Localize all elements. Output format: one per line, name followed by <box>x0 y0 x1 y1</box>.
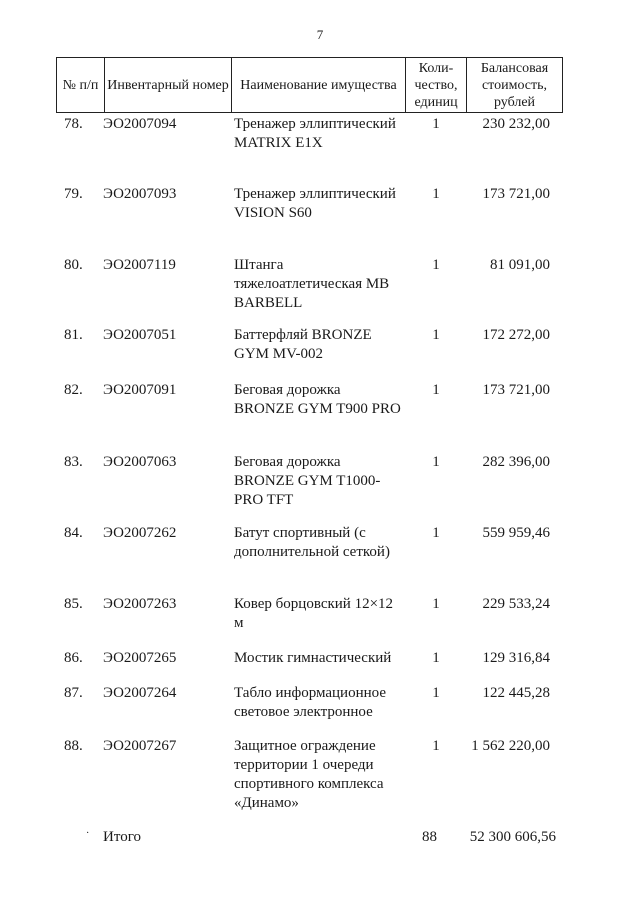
row-quantity: 1 <box>432 650 440 666</box>
row-value: 172 272,00 <box>482 327 550 343</box>
row-quantity: 1 <box>432 257 440 273</box>
row-number: 80. <box>64 257 83 273</box>
row-quantity: 1 <box>432 596 440 612</box>
row-value: 173 721,00 <box>482 186 550 202</box>
row-number: 88. <box>64 738 83 754</box>
header-quantity: Коли-чество, единиц <box>406 58 467 113</box>
row-number: 83. <box>64 454 83 470</box>
row-property-name: Беговая дорожка BRONZE GYM T900 PRO <box>234 382 401 417</box>
row-inventory-number: ЭО2007051 <box>103 327 177 343</box>
header-balance-value: Балансовая стоимость, рублей <box>467 58 563 113</box>
row-value: 229 533,24 <box>482 596 550 612</box>
row-value: 81 091,00 <box>490 257 550 273</box>
row-value: 559 959,46 <box>482 525 550 541</box>
row-inventory-number: ЭО2007094 <box>103 116 177 132</box>
row-inventory-number: ЭО2007263 <box>103 596 177 612</box>
row-inventory-number: ЭО2007091 <box>103 382 177 398</box>
total-label: Итого <box>103 829 141 845</box>
row-inventory-number: ЭО2007262 <box>103 525 177 541</box>
row-value: 173 721,00 <box>482 382 550 398</box>
row-inventory-number: ЭО2007264 <box>103 685 177 701</box>
row-property-name: Штанга тяжелоатлетическая MB BARBELL <box>234 257 390 311</box>
header-inventory-number: Инвентарный номер <box>105 58 232 113</box>
row-number: 86. <box>64 650 83 666</box>
row-property-name: Табло информационное световое электронное <box>234 685 386 720</box>
row-property-name: Тренажер эллиптический MATRIX E1X <box>234 116 396 151</box>
table-header <box>56 57 563 113</box>
row-property-name: Беговая дорожка BRONZE GYM T1000-PRO TFT <box>234 454 381 508</box>
row-quantity: 1 <box>432 525 440 541</box>
row-number: 85. <box>64 596 83 612</box>
row-value: 1 562 220,00 <box>471 738 550 754</box>
row-quantity: 1 <box>432 186 440 202</box>
row-property-name: Батут спортивный (с дополнительной сеткой) <box>234 525 390 560</box>
row-number: 82. <box>64 382 83 398</box>
row-number: 87. <box>64 685 83 701</box>
row-property-name: Баттерфляй BRONZE GYM MV-002 <box>234 327 372 362</box>
row-inventory-number: ЭО2007093 <box>103 186 177 202</box>
row-value: 230 232,00 <box>482 116 550 132</box>
row-property-name: Мостик гимнастический <box>234 650 392 666</box>
row-number: 84. <box>64 525 83 541</box>
row-property-name: Защитное ограждение территории 1 очереди спортивного комплекса «Динамо» <box>234 738 384 811</box>
row-property-name: Ковер борцовский 12×12 м <box>234 596 394 631</box>
row-quantity: 1 <box>432 382 440 398</box>
row-inventory-number: ЭО2007063 <box>103 454 177 470</box>
scan-dot-mark: · <box>86 828 90 839</box>
row-value: 122 445,28 <box>482 685 550 701</box>
row-quantity: 1 <box>432 738 440 754</box>
row-number: 79. <box>64 186 83 202</box>
row-number: 81. <box>64 327 83 343</box>
row-value: 129 316,84 <box>482 650 550 666</box>
row-quantity: 1 <box>432 327 440 343</box>
row-inventory-number: ЭО2007265 <box>103 650 177 666</box>
header-property-name: Наименование имущества <box>232 58 406 113</box>
row-number: 78. <box>64 116 83 132</box>
row-value: 282 396,00 <box>482 454 550 470</box>
row-inventory-number: ЭО2007267 <box>103 738 177 754</box>
row-property-name: Тренажер эллиптический VISION S60 <box>234 186 396 221</box>
row-quantity: 1 <box>432 116 440 132</box>
total-value: 52 300 606,56 <box>469 829 556 845</box>
page-number: 7 <box>316 27 324 42</box>
header-number: № п/п <box>57 58 105 113</box>
row-quantity: 1 <box>432 685 440 701</box>
total-quantity: 88 <box>422 829 437 845</box>
row-quantity: 1 <box>432 454 440 470</box>
row-inventory-number: ЭО2007119 <box>103 257 176 273</box>
